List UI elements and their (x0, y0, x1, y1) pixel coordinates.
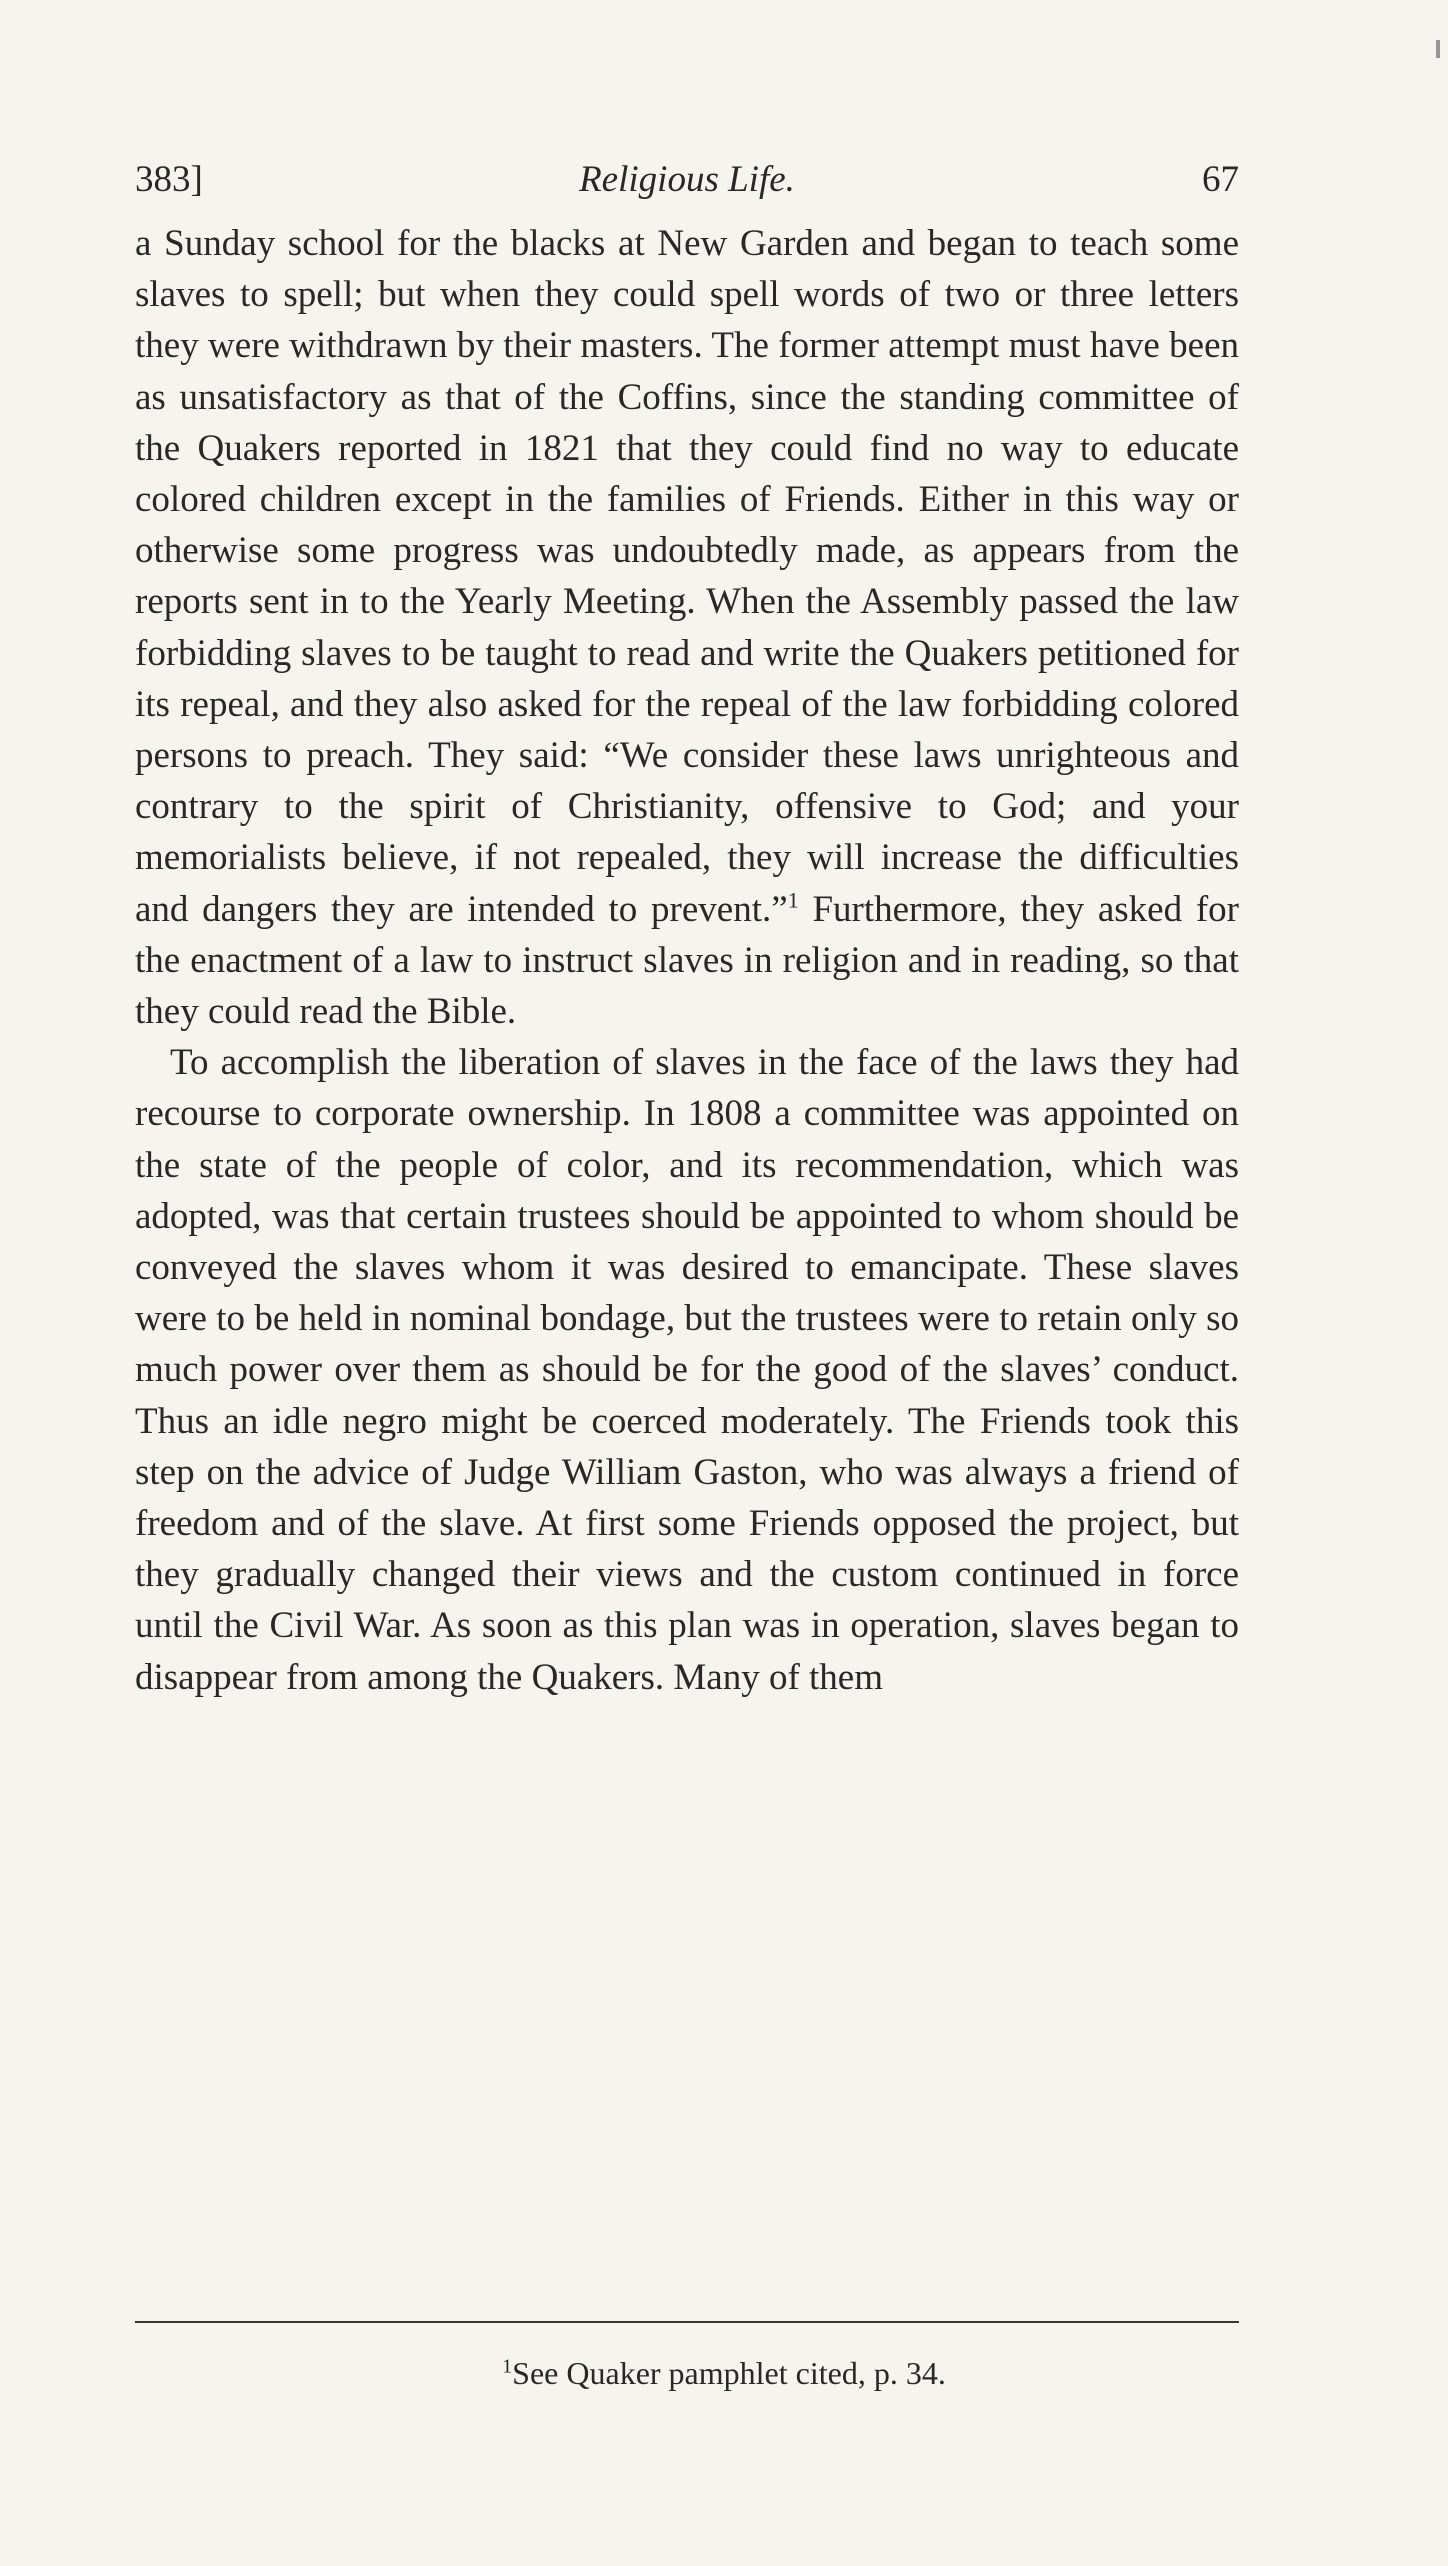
paragraph-1-text-a: a Sunday school for the blacks at New Garden and began to teach some slaves to spell; but when they could spell words of two or three letters they were withdrawn by their masters. The former attempt must have been as unsatisfactory as that of the Coffins, since the standing committee of the Quakers reported in 1821 that they could find no way to educate colored children except in the families of Friends. Either in this way or otherwise some progress was undoubtedly made, as appears from the reports sent in to the Yearly Meeting. When the Assembly passed the law forbidding slaves to be taught to read and write the Quakers petitioned for its repeal, and they also asked for the repeal of the law forbidding colored persons to preach. They said: “We consider these laws unrighteous and contrary to the spirit of Christianity, offensive to God; and your memorialists believe, if not repealed, they will increase the difficulties and dangers they are intended to prevent.” (135, 223, 1239, 930)
running-title: Religious Life. (579, 159, 795, 200)
footnote-text: See Quaker pamphlet cited, p. 34. (512, 2355, 946, 2391)
body-text (135, 218, 1239, 1703)
footnote-reference: 1 (787, 887, 799, 913)
running-header (135, 150, 1239, 210)
page-number: 67 (1202, 159, 1239, 200)
paragraph-1 (135, 218, 1239, 1037)
paragraph-2: To accomplish the liberation of slaves in the face of the laws they had recourse to corporate ownership. In 1808 a committee was appointed on the state of the people of color, and its recommendation, which was adopted, was that certain trustees should be appointed to whom should be conveyed the slaves whom it was desired to emancipate. These slaves were to be held in nominal bondage, but the trustees were to retain only so much power over them as should be for the good of the slaves’ conduct. Thus an idle negro might be coerced moderately. The Friends took this step on the advice of Judge William Gaston, who was always a friend of freedom and of the slave. At first some Friends opposed the project, but they gradually changed their views and the custom continued in force until the Civil War. As soon as this plan was in operation, slaves began to disappear from among the Quakers. Many of them (135, 1042, 1239, 1698)
paragraph-1-text-b: Furthermore, they asked for the enactment of a law to instruct slaves in religion and in reading, so that they could read the Bible. (135, 888, 1239, 1033)
page-edge-mark (1436, 40, 1440, 58)
footnote-marker: 1 (502, 2355, 513, 2378)
footnote-rule (135, 2321, 1239, 2323)
page-reference: 383] (135, 159, 203, 200)
footnote (0, 2350, 1448, 2396)
